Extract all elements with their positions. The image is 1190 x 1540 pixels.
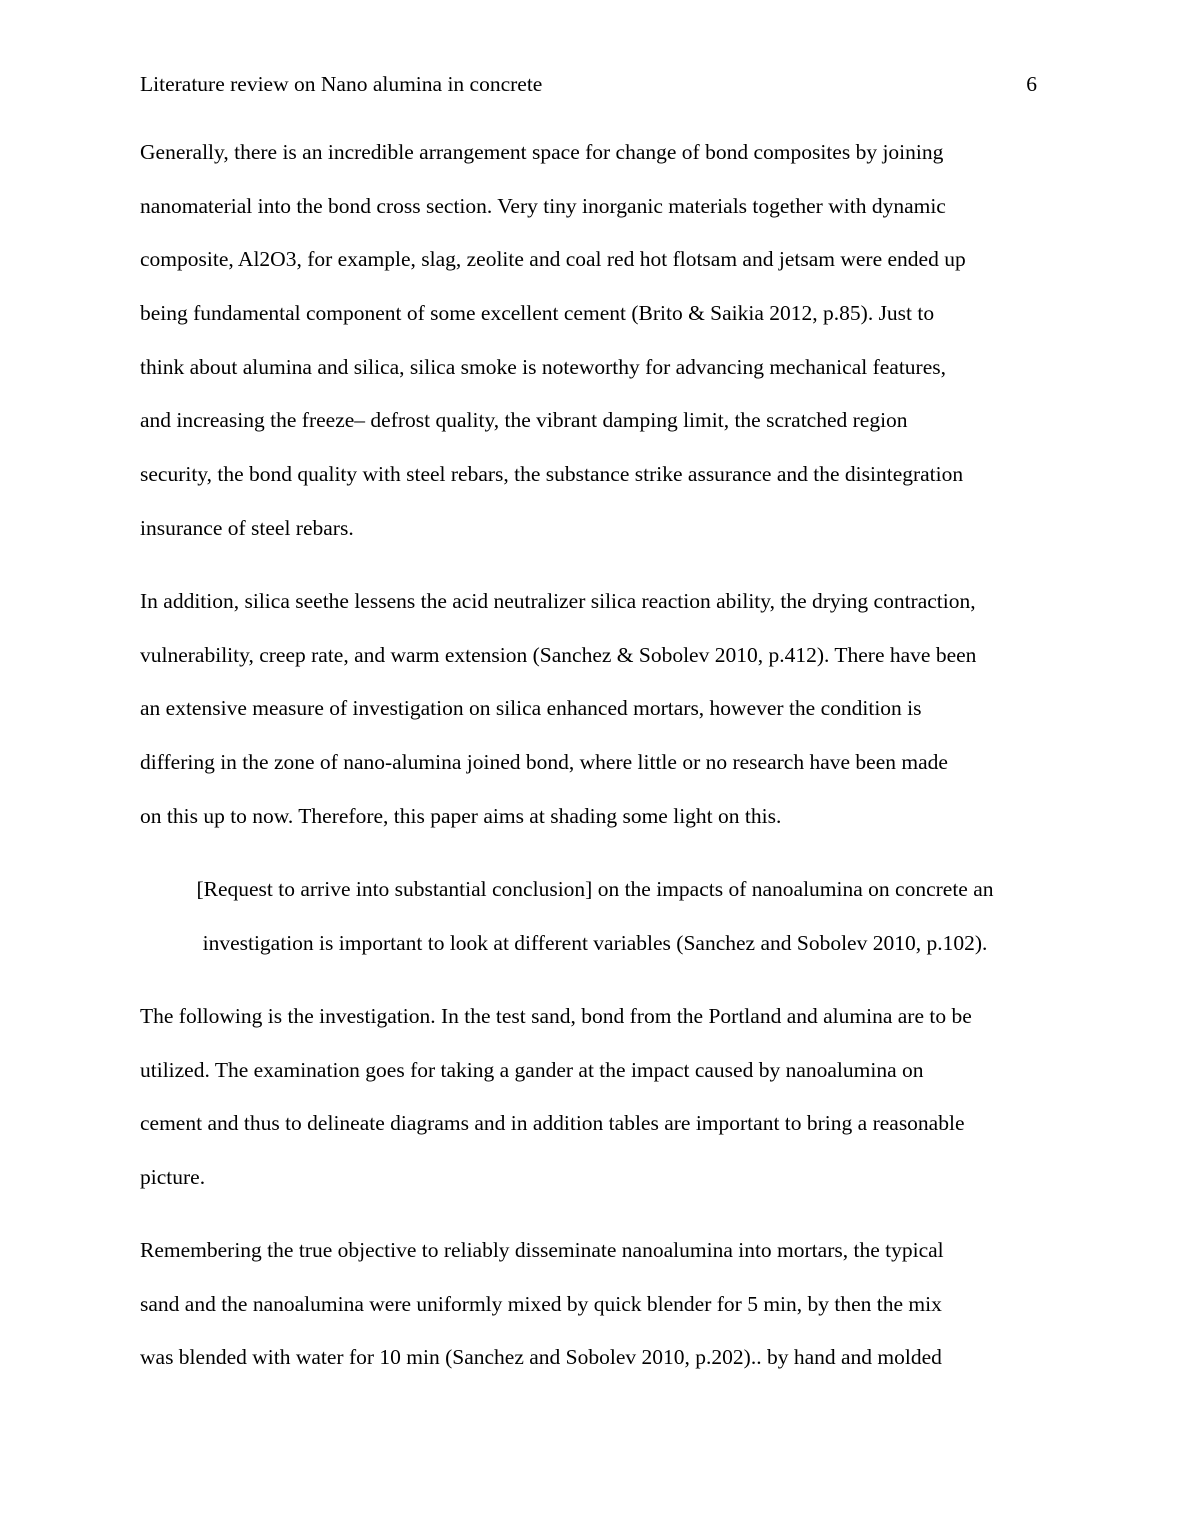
text-line: investigation is important to look at different variables (Sanchez and Sobolev 2010, p.102). bbox=[202, 930, 988, 955]
running-title: Literature review on Nano alumina in concrete bbox=[140, 72, 543, 96]
text-line: composite, Al2O3, for example, slag, zeolite and coal red hot flotsam and jetsam were ended up bbox=[140, 247, 966, 272]
page-number: 6 bbox=[1026, 72, 1037, 96]
paragraph-3-centered bbox=[140, 863, 1050, 970]
paragraph-gap bbox=[140, 843, 1052, 863]
text-line: Remembering the true objective to reliably disseminate nanoalumina into mortars, the typical bbox=[140, 1238, 944, 1263]
text-line: utilized. The examination goes for taking a gander at the impact caused by nanoalumina on bbox=[140, 1057, 924, 1082]
text-line: an extensive measure of investigation on silica enhanced mortars, however the condition is bbox=[140, 696, 922, 721]
running-head bbox=[140, 70, 1037, 98]
text-line: nanomaterial into the bond cross section. Very tiny inorganic materials together with dynamic bbox=[140, 193, 946, 218]
text-line: Generally, there is an incredible arrangement space for change of bond composites by joining bbox=[140, 140, 944, 164]
text-line: The following is the investigation. In the test sand, bond from the Portland and alumina are to be bbox=[140, 1003, 972, 1028]
paragraph-gap bbox=[140, 556, 1052, 576]
text-line: insurance of steel rebars. bbox=[140, 515, 354, 540]
text-line: was blended with water for 10 min (Sanchez and Sobolev 2010, p.202).. by hand and molded bbox=[140, 1345, 942, 1370]
text-line: vulnerability, creep rate, and warm extension (Sanchez & Sobolev 2010, p.412). There have been bbox=[140, 642, 977, 667]
paragraph-2 bbox=[140, 575, 1052, 843]
paragraph-4 bbox=[140, 990, 1052, 1205]
text-line: picture. bbox=[140, 1164, 206, 1189]
text-line: on this up to now. Therefore, this paper aims at shading some light on this. bbox=[140, 803, 782, 828]
paragraph-gap bbox=[140, 1205, 1052, 1225]
body-text bbox=[140, 126, 1052, 1385]
paragraph-1 bbox=[140, 126, 1052, 556]
text-line: In addition, silica seethe lessens the acid neutralizer silica reaction ability, the drying contraction, bbox=[140, 589, 976, 613]
paragraph-gap bbox=[140, 970, 1052, 990]
text-line: think about alumina and silica, silica smoke is noteworthy for advancing mechanical features, bbox=[140, 354, 946, 379]
text-line: security, the bond quality with steel rebars, the substance strike assurance and the disintegration bbox=[140, 462, 964, 487]
text-line: and increasing the freeze– defrost quality, the vibrant damping limit, the scratched region bbox=[140, 408, 908, 433]
text-line: being fundamental component of some excellent cement (Brito & Saikia 2012, p.85). Just to bbox=[140, 301, 935, 326]
paragraph-5 bbox=[140, 1224, 1052, 1385]
text-line: [Request to arrive into substantial conclusion] on the impacts of nanoalumina on concrete an bbox=[196, 876, 994, 901]
text-line: sand and the nanoalumina were uniformly mixed by quick blender for 5 min, by then the mix bbox=[140, 1291, 942, 1316]
text-line: differing in the zone of nano-alumina joined bond, where little or no research have been made bbox=[140, 750, 948, 775]
text-line: cement and thus to delineate diagrams and in addition tables are important to bring a reasonable bbox=[140, 1111, 965, 1136]
